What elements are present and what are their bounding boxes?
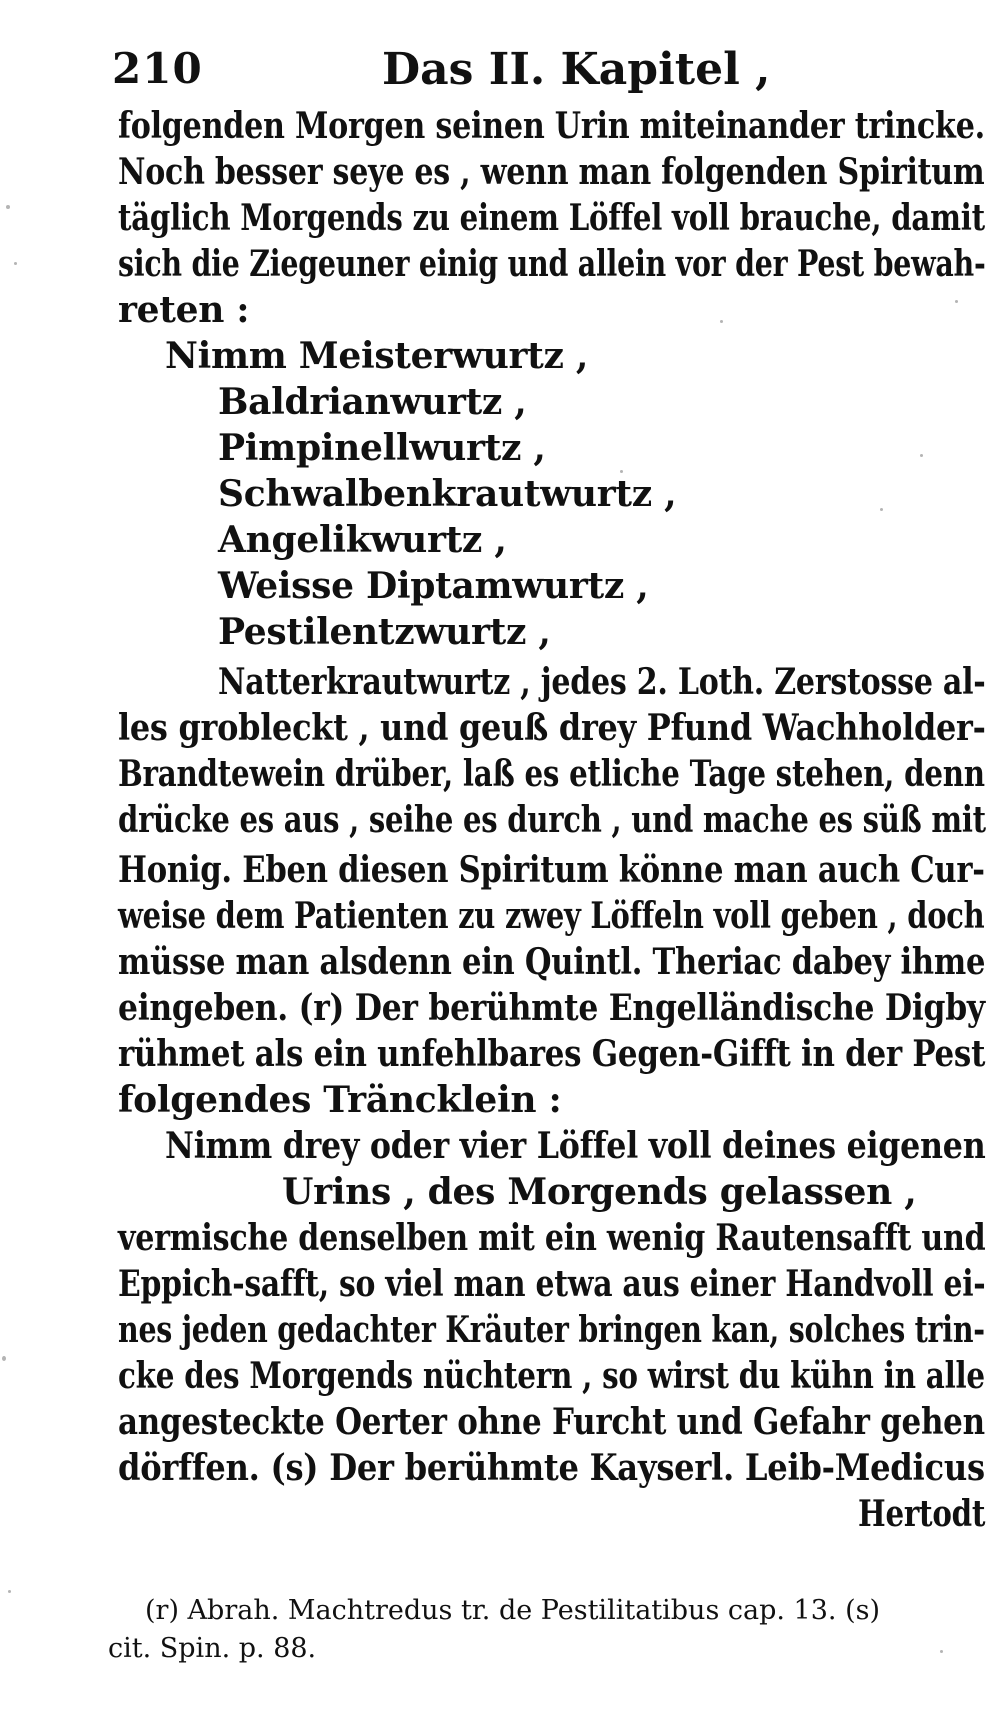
text-line: les grobleckt , und geuß drey Pfund Wachholder-	[118, 707, 986, 749]
recipe-ingredient: Weisse Diptamwurtz ,	[218, 565, 649, 607]
text-line: weise dem Patienten zu zwey Löffeln voll geben , doch	[118, 895, 985, 937]
scan-speck	[14, 262, 17, 265]
text-line: sich die Ziegeuner einig und allein vor der Pest bewah-	[118, 243, 986, 285]
text-line: Noch besser seye es , wenn man folgenden Spiritum	[118, 151, 985, 193]
text-line: folgendes Träncklein :	[118, 1079, 562, 1121]
text-line: Brandtewein drüber, laß es etliche Tage stehen, denn	[118, 753, 985, 795]
text-line: cke des Morgends nüchtern , so wirst du kühn in alle	[118, 1355, 985, 1397]
text-line: drücke es aus , seihe es durch , und mache es süß mit	[118, 799, 986, 841]
recipe-ingredient: Nimm Meisterwurtz ,	[165, 335, 589, 377]
text-line: Eppich-safft, so viel man etwa aus einer Handvoll ei-	[118, 1263, 986, 1305]
recipe-ingredient: Pestilentzwurtz ,	[218, 611, 551, 653]
scan-speck	[8, 1590, 11, 1593]
recipe-line: Nimm drey oder vier Löffel voll deines eigenen	[165, 1125, 986, 1167]
recipe-ingredient: Angelikwurtz ,	[218, 519, 507, 561]
scan-speck	[720, 320, 723, 323]
text-line: täglich Morgends zu einem Löffel voll brauche, damit	[118, 197, 985, 239]
recipe-ingredient: Natterkrautwurtz , jedes 2. Loth. Zerstosse al-	[218, 661, 986, 703]
scan-speck	[2, 1356, 6, 1361]
recipe-ingredient: Schwalbenkrautwurtz ,	[218, 473, 677, 515]
text-line: angesteckte Oerter ohne Furcht und Gefahr gehen	[118, 1401, 985, 1443]
catchword: Hertodt	[858, 1493, 986, 1535]
scan-speck	[955, 300, 958, 303]
text-line: müsse man alsdenn ein Quintl. Theriac dabey ihme	[118, 941, 986, 983]
recipe-line: Urins , des Morgends gelassen ,	[282, 1171, 917, 1213]
text-line: nes jeden gedachter Kräuter bringen kan, solches trin-	[118, 1309, 985, 1351]
text-line: eingeben. (r) Der berühmte Engelländische Digby	[118, 987, 985, 1029]
text-line: reten :	[118, 289, 250, 331]
recipe-ingredient: Pimpinellwurtz ,	[218, 427, 546, 469]
scan-speck	[940, 1650, 943, 1653]
text-line: Honig. Eben diesen Spiritum könne man auch Cur-	[118, 849, 985, 891]
text-line: dörffen. (s) Der berühmte Kayserl. Leib-Medicus	[118, 1447, 985, 1489]
text-line: vermische denselben mit ein wenig Rautensafft und	[118, 1217, 986, 1259]
footnote-line: cit. Spin. p. 88.	[108, 1633, 317, 1664]
page-number: 210	[112, 44, 203, 93]
scan-speck	[6, 205, 10, 209]
running-head	[112, 44, 771, 104]
chapter-title: Das II. Kapitel ,	[382, 44, 771, 95]
scan-speck	[920, 454, 923, 457]
text-line: folgenden Morgen seinen Urin miteinander trincke.	[118, 105, 985, 147]
scan-speck	[880, 508, 883, 511]
footnote-line: (r) Abrah. Machtredus tr. de Pestilitatibus cap. 13. (s)	[145, 1595, 880, 1626]
text-line: rühmet als ein unfehlbares Gegen-Gifft in der Pest	[118, 1033, 986, 1075]
recipe-ingredient: Baldrianwurtz ,	[218, 381, 527, 423]
